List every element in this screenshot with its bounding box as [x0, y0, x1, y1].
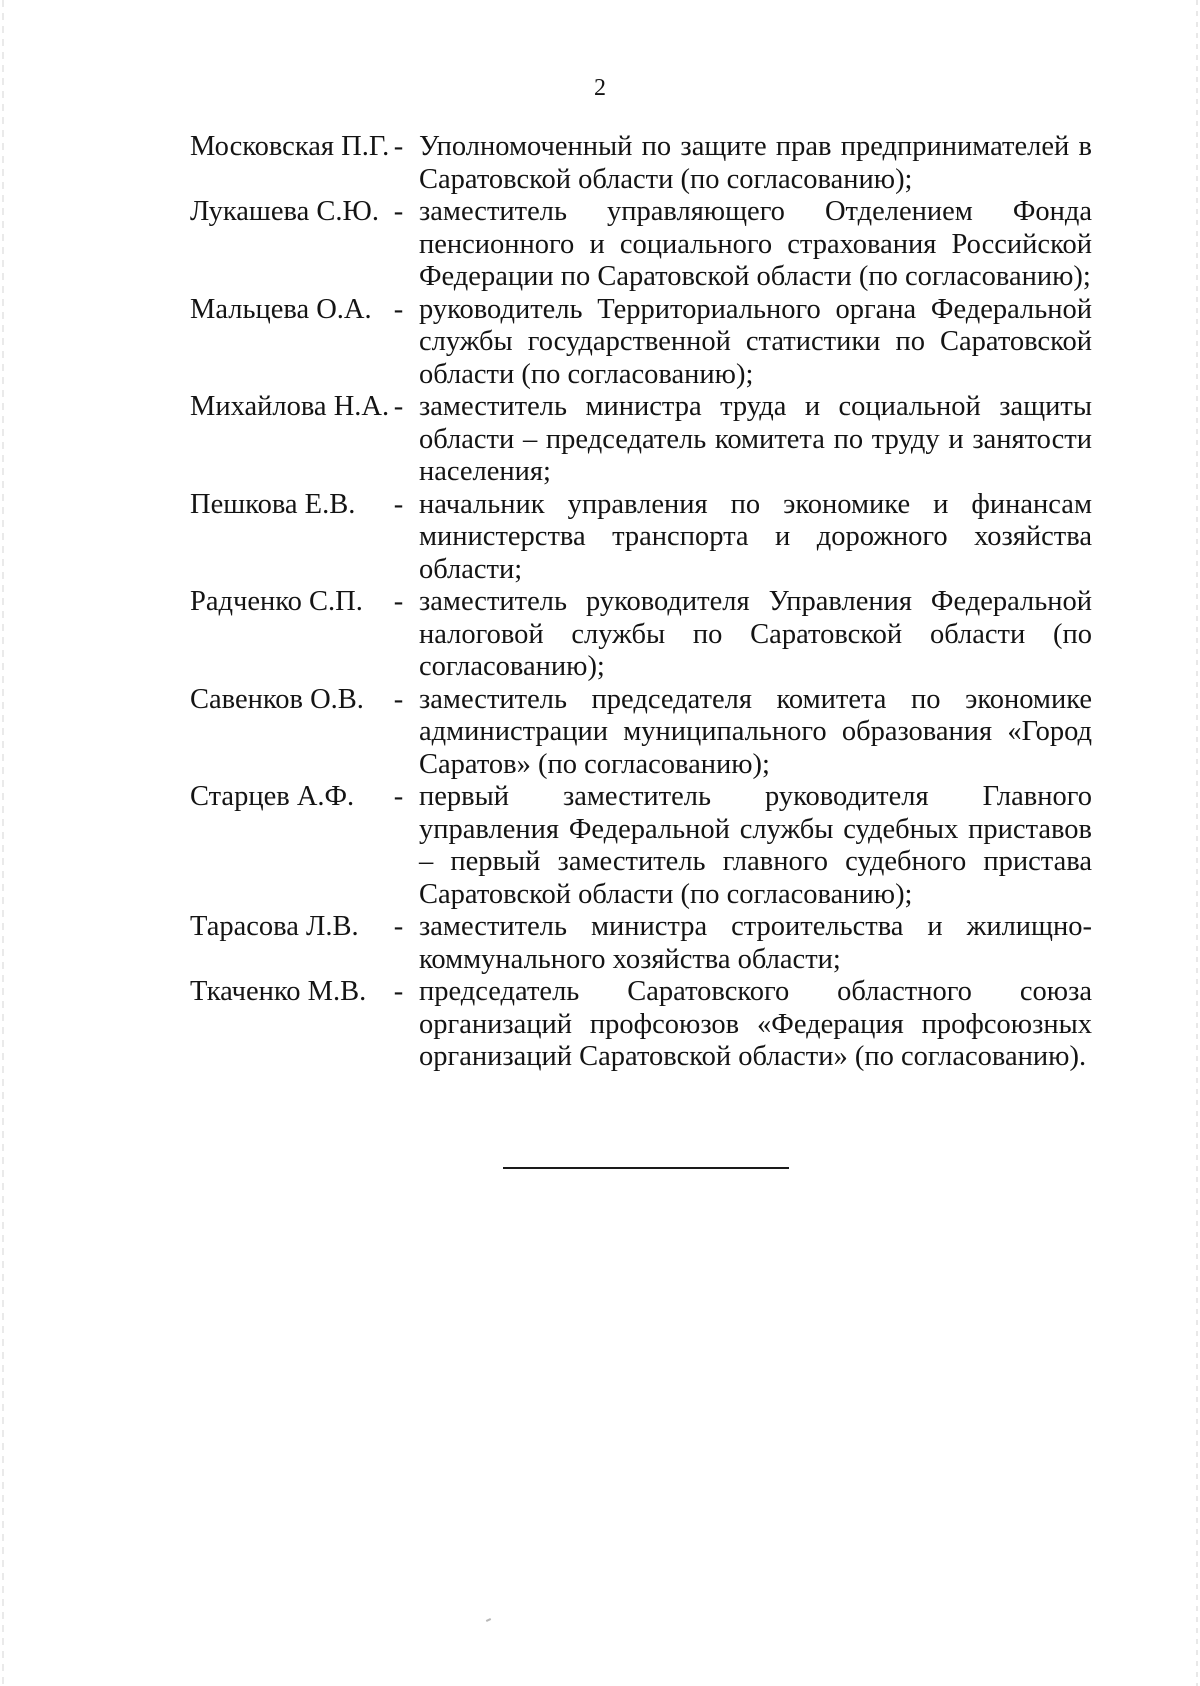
member-row [0, 911, 1200, 976]
page-number: 2 [594, 75, 606, 101]
member-name: Московская П.Г. [190, 131, 390, 162]
member-name: Михайлова Н.А. [190, 391, 390, 422]
member-name: Пешкова Е.В. [190, 488, 356, 520]
member-name: Ткаченко М.В. [190, 976, 367, 1007]
member-dash: - [393, 131, 404, 162]
member-name: Старцев А.Ф. [190, 781, 355, 812]
members-list [0, 131, 1200, 1074]
member-dash: - [393, 391, 404, 422]
member-role: заместитель управляющего Отделением Фонда пенсионного и социального страхования Российской Федерации по Саратовской области (по согласованию); [419, 196, 1092, 292]
member-role: заместитель руководителя Управления Федеральной налоговой службы по Саратовской области (по согласованию); [419, 586, 1092, 682]
member-name: Мальцева О.А. [190, 293, 372, 325]
member-dash: - [393, 976, 404, 1007]
member-role: руководитель Территориального органа Федеральной службы государственной статистики по Саратовской области (по согласованию); [419, 293, 1092, 390]
member-role: Уполномоченный по защите прав предпринимателей в Саратовской области (по согласованию); [419, 131, 1092, 195]
member-name: Тарасова Л.В. [190, 911, 359, 942]
member-dash: - [393, 781, 404, 812]
member-name: Савенков О.В. [190, 683, 364, 715]
member-role: заместитель министра строительства и жилищно-коммунального хозяйства области; [419, 911, 1092, 975]
member-row [0, 586, 1200, 684]
member-row [0, 684, 1200, 782]
member-dash: - [393, 488, 404, 520]
member-row [0, 391, 1200, 489]
member-role: начальник управления по экономике и финансам министерства транспорта и дорожного хозяйства области; [419, 488, 1092, 585]
member-name: Радченко С.П. [190, 586, 363, 617]
member-row [0, 294, 1200, 392]
end-separator-line [503, 1167, 789, 1169]
member-role: заместитель министра труда и социальной защиты области – председатель комитета по труду и занятости населения; [419, 391, 1092, 487]
member-row [0, 131, 1200, 196]
member-name: Лукашева С.Ю. [190, 196, 379, 227]
member-role: председатель Саратовского областного союза организаций профсоюзов «Федерация профсоюзных организаций Саратовской области» (по согласованию). [419, 976, 1092, 1072]
member-row [0, 489, 1200, 587]
member-dash: - [393, 196, 404, 227]
member-dash: - [393, 293, 404, 325]
member-dash: - [393, 586, 404, 617]
member-row [0, 976, 1200, 1074]
member-role: первый заместитель руководителя Главного управления Федеральной службы судебных приставов – первый заместитель главного судебного пристава Саратовской области (по согласованию); [419, 781, 1092, 910]
member-dash: - [393, 911, 404, 942]
scan-speck [486, 1618, 491, 1622]
member-row [0, 781, 1200, 911]
member-row [0, 196, 1200, 294]
member-dash: - [393, 683, 404, 715]
member-role: заместитель председателя комитета по экономике администрации муниципального образования «Город Саратов» (по согласованию); [419, 683, 1092, 780]
